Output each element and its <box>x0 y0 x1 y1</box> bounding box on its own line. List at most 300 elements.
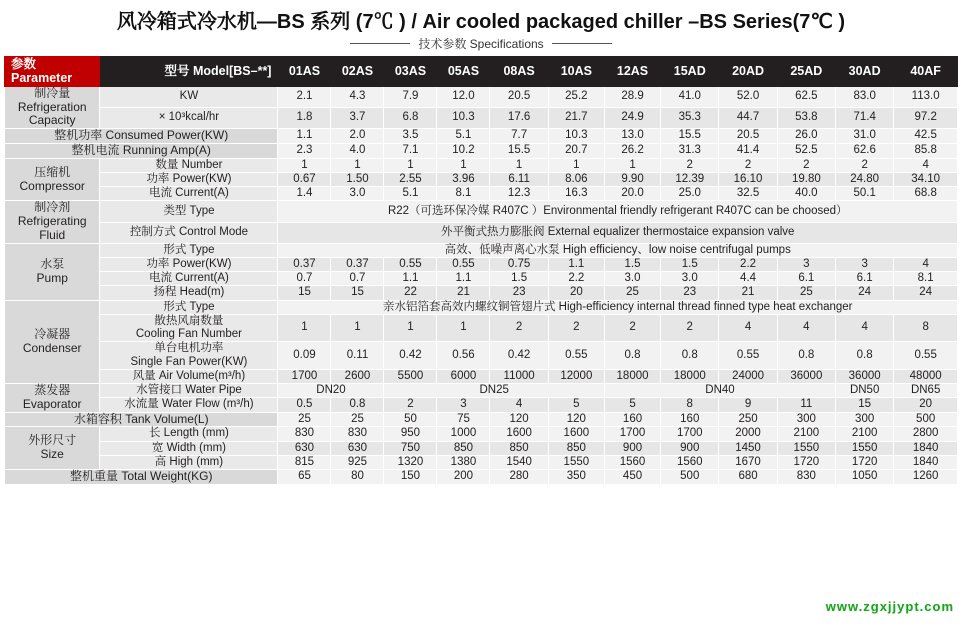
table-row <box>5 172 958 186</box>
row-value: 925 <box>331 455 384 469</box>
row-value: 3.0 <box>661 272 719 286</box>
table-row <box>5 201 958 222</box>
row-value: 10.3 <box>548 129 604 144</box>
row-value: 75 <box>437 412 490 427</box>
row-value: 6.1 <box>777 272 835 286</box>
header-model-08as: 08AS <box>490 57 548 87</box>
row-value: 15 <box>278 286 331 300</box>
row-value: 850 <box>490 441 548 455</box>
row-value: 1540 <box>490 455 548 469</box>
row-value: 19.80 <box>777 172 835 186</box>
row-span-value: 外平衡式热力膨胀阀 External equalizer thermostaice expansion valve <box>278 222 958 243</box>
row-value: 1.5 <box>490 272 548 286</box>
subtitle-text: 技术参数 Specifications <box>418 36 544 51</box>
row-value: 25 <box>331 412 384 427</box>
row-value: 10.2 <box>437 143 490 158</box>
row-value: 2.2 <box>548 272 604 286</box>
row-value: 300 <box>777 412 835 427</box>
row-value: 36000 <box>777 369 835 383</box>
row-value: 50 <box>384 412 437 427</box>
row-value: 0.09 <box>278 342 331 369</box>
row-value: 200 <box>437 470 490 485</box>
row-value: 20.5 <box>490 86 548 107</box>
row-value: 97.2 <box>894 107 958 128</box>
row-value: 3 <box>437 398 490 412</box>
row-value: 24 <box>836 286 894 300</box>
row-value: 68.8 <box>894 187 958 201</box>
row-merged-value: DN65 <box>894 383 958 397</box>
row-value: 15.5 <box>661 129 719 144</box>
row-value: 4.4 <box>719 272 777 286</box>
row-value: 1260 <box>894 470 958 485</box>
table-row <box>5 258 958 272</box>
row-group-label: 冷凝器 Condenser <box>5 300 100 383</box>
row-value: 1.1 <box>548 258 604 272</box>
row-value: 24.9 <box>604 107 660 128</box>
row-value: 2.1 <box>278 86 331 107</box>
row-label: 单台电机功率 Single Fan Power(KW) <box>100 342 278 369</box>
row-value: 20.5 <box>719 129 777 144</box>
row-value: 15.5 <box>490 143 548 158</box>
row-value: 24 <box>894 286 958 300</box>
row-value: 120 <box>490 412 548 427</box>
row-value: 1 <box>278 314 331 341</box>
row-label: 水管接口 Water Pipe <box>100 383 278 397</box>
row-group-label: 蒸发器 Evaporator <box>5 383 100 412</box>
row-value: 20.0 <box>604 187 660 201</box>
row-value: 1700 <box>278 369 331 383</box>
row-value: 26.0 <box>777 129 835 144</box>
row-value: 1600 <box>490 427 548 441</box>
row-value: 950 <box>384 427 437 441</box>
row-value: 12.0 <box>437 86 490 107</box>
row-value: 120 <box>548 412 604 427</box>
row-span-value: 高效、低噪声离心水泵 High efficiency、low noise centrifugal pumps <box>278 243 958 257</box>
row-label: 控制方式 Control Mode <box>100 222 278 243</box>
row-value: 25.2 <box>548 86 604 107</box>
row-value: 15 <box>331 286 384 300</box>
row-value: 2 <box>604 314 660 341</box>
row-value: 1450 <box>719 441 777 455</box>
row-value: 16.3 <box>548 187 604 201</box>
rule-left <box>350 43 410 44</box>
row-group-label: 水箱容积 Tank Volume(L) <box>5 412 278 427</box>
row-value: 450 <box>604 470 660 485</box>
row-value: 0.7 <box>331 272 384 286</box>
row-value: 0.5 <box>278 398 331 412</box>
row-value: 1840 <box>894 441 958 455</box>
row-value: 21 <box>719 286 777 300</box>
table-row <box>5 272 958 286</box>
row-label: 扬程 Head(m) <box>100 286 278 300</box>
row-value: 35.3 <box>661 107 719 128</box>
row-span-value: R22（可选环保冷媒 R407C ）Environmental friendly refrigerant R407C can be choosed） <box>278 201 958 222</box>
row-value: 3.7 <box>331 107 384 128</box>
row-value: 4.3 <box>331 86 384 107</box>
row-value: 1 <box>384 158 437 172</box>
row-value: 62.6 <box>836 143 894 158</box>
row-value: 1320 <box>384 455 437 469</box>
row-value: 4 <box>894 258 958 272</box>
row-value: 1 <box>278 158 331 172</box>
header-model-10as: 10AS <box>548 57 604 87</box>
row-group-label: 制冷量 Refrigeration Capacity <box>5 86 100 128</box>
row-value: 23 <box>490 286 548 300</box>
row-value: 1 <box>384 314 437 341</box>
row-value: 2100 <box>777 427 835 441</box>
row-value: 150 <box>384 470 437 485</box>
row-value: 500 <box>894 412 958 427</box>
row-value: 750 <box>384 441 437 455</box>
row-value: 1000 <box>437 427 490 441</box>
row-value: 815 <box>278 455 331 469</box>
row-value: 1 <box>331 158 384 172</box>
row-label: 形式 Type <box>100 243 278 257</box>
row-merged-value: DN50 <box>836 383 894 397</box>
table-row <box>5 412 958 427</box>
row-value: 50.1 <box>836 187 894 201</box>
row-merged-value: DN25 <box>384 383 604 397</box>
row-label: × 10³kcal/hr <box>100 107 278 128</box>
row-value: 53.8 <box>777 107 835 128</box>
table-header-row <box>5 57 958 87</box>
row-value: 2000 <box>719 427 777 441</box>
row-value: 8 <box>661 398 719 412</box>
row-label: 类型 Type <box>100 201 278 222</box>
row-value: 160 <box>661 412 719 427</box>
row-value: 12000 <box>548 369 604 383</box>
row-value: 12.3 <box>490 187 548 201</box>
row-value: 3 <box>777 258 835 272</box>
row-value: 160 <box>604 412 660 427</box>
row-span-value: 亲水铝箔套高效内螺纹铜管翅片式 High-efficiency internal thread finned type heat exchanger <box>278 300 958 314</box>
row-label: 功率 Power(KW) <box>100 172 278 186</box>
header-model-03as: 03AS <box>384 57 437 87</box>
row-label: KW <box>100 86 278 107</box>
row-value: 26.2 <box>604 143 660 158</box>
header-model-01as: 01AS <box>278 57 331 87</box>
row-value: 1600 <box>548 427 604 441</box>
table-row <box>5 300 958 314</box>
row-value: 1.8 <box>278 107 331 128</box>
row-group-label: 制冷剂 Refrigerating Fluid <box>5 201 100 243</box>
row-value: 2600 <box>331 369 384 383</box>
row-value: 3 <box>836 258 894 272</box>
row-value: 23 <box>661 286 719 300</box>
row-value: 2 <box>548 314 604 341</box>
row-value: 13.0 <box>604 129 660 144</box>
row-value: 500 <box>661 470 719 485</box>
row-value: 28.9 <box>604 86 660 107</box>
row-value: 65 <box>278 470 331 485</box>
row-value: 4 <box>719 314 777 341</box>
row-value: 2 <box>836 158 894 172</box>
row-value: 40.0 <box>777 187 835 201</box>
row-value: 8 <box>894 314 958 341</box>
row-group-label: 整机电流 Running Amp(A) <box>5 143 278 158</box>
row-label: 散热风扇数量 Cooling Fan Number <box>100 314 278 341</box>
row-value: 2 <box>384 398 437 412</box>
row-value: 1700 <box>604 427 660 441</box>
row-label: 长 Length (mm) <box>100 427 278 441</box>
row-value: 1720 <box>836 455 894 469</box>
row-group-label: 外形尺寸 Size <box>5 427 100 470</box>
rule-right <box>552 43 612 44</box>
row-value: 900 <box>604 441 660 455</box>
table-row <box>5 369 958 383</box>
table-row <box>5 470 958 485</box>
row-value: 2 <box>777 158 835 172</box>
row-value: 5500 <box>384 369 437 383</box>
row-label: 风量 Air Volume(m³/h) <box>100 369 278 383</box>
row-value: 12.39 <box>661 172 719 186</box>
table-row <box>5 143 958 158</box>
row-value: 830 <box>777 470 835 485</box>
row-value: 0.56 <box>437 342 490 369</box>
row-value: 52.5 <box>777 143 835 158</box>
table-row <box>5 222 958 243</box>
row-value: 7.9 <box>384 86 437 107</box>
row-label: 电流 Current(A) <box>100 272 278 286</box>
specifications-table <box>4 56 958 485</box>
row-value: 16.10 <box>719 172 777 186</box>
page-title: 风冷箱式冷水机—BS 系列 (7℃ ) / Air cooled packaged chiller –BS Series(7℃ ) <box>116 10 846 33</box>
row-value: 52.0 <box>719 86 777 107</box>
row-value: 2100 <box>836 427 894 441</box>
row-value: 36000 <box>836 369 894 383</box>
row-value: 0.11 <box>331 342 384 369</box>
row-label: 宽 Width (mm) <box>100 441 278 455</box>
row-label: 功率 Power(KW) <box>100 258 278 272</box>
row-value: 41.4 <box>719 143 777 158</box>
row-value: 1050 <box>836 470 894 485</box>
table-row <box>5 427 958 441</box>
row-value: 0.8 <box>777 342 835 369</box>
row-value: 6.1 <box>836 272 894 286</box>
header-model-25ad: 25AD <box>777 57 835 87</box>
row-value: 8.1 <box>894 272 958 286</box>
row-group-label: 压缩机 Compressor <box>5 158 100 201</box>
row-value: 680 <box>719 470 777 485</box>
row-value: 630 <box>331 441 384 455</box>
row-value: 20 <box>548 286 604 300</box>
row-value: 1560 <box>604 455 660 469</box>
table-row <box>5 314 958 341</box>
row-value: 4 <box>777 314 835 341</box>
row-value: 1840 <box>894 455 958 469</box>
row-merged-value: DN40 <box>604 383 835 397</box>
row-value: 250 <box>719 412 777 427</box>
row-value: 34.10 <box>894 172 958 186</box>
row-value: 0.55 <box>384 258 437 272</box>
row-value: 0.42 <box>490 342 548 369</box>
table-row <box>5 187 958 201</box>
row-label: 水流量 Water Flow (m³/h) <box>100 398 278 412</box>
row-value: 31.3 <box>661 143 719 158</box>
row-value: 0.55 <box>548 342 604 369</box>
row-value: 1.4 <box>278 187 331 201</box>
row-group-label: 整机重量 Total Weight(KG) <box>5 470 278 485</box>
row-value: 5.1 <box>437 129 490 144</box>
row-value: 1 <box>490 158 548 172</box>
row-value: 830 <box>278 427 331 441</box>
row-value: 0.55 <box>437 258 490 272</box>
table-row <box>5 398 958 412</box>
row-value: 850 <box>437 441 490 455</box>
row-value: 44.7 <box>719 107 777 128</box>
row-value: 0.37 <box>331 258 384 272</box>
row-value: 18000 <box>661 369 719 383</box>
row-value: 1550 <box>836 441 894 455</box>
row-value: 0.8 <box>604 342 660 369</box>
row-value: 1670 <box>719 455 777 469</box>
row-value: 4.0 <box>331 143 384 158</box>
row-value: 0.67 <box>278 172 331 186</box>
row-value: 1 <box>548 158 604 172</box>
row-value: 2.55 <box>384 172 437 186</box>
row-value: 1.1 <box>278 129 331 144</box>
row-value: 7.1 <box>384 143 437 158</box>
row-value: 0.7 <box>278 272 331 286</box>
row-value: 2.0 <box>331 129 384 144</box>
row-value: 0.8 <box>836 342 894 369</box>
row-value: 7.7 <box>490 129 548 144</box>
row-value: 25 <box>278 412 331 427</box>
header-model: 型号 Model[BS–**] <box>100 57 278 87</box>
row-value: 11 <box>777 398 835 412</box>
row-value: 2 <box>490 314 548 341</box>
row-value: 8.06 <box>548 172 604 186</box>
row-value: 900 <box>661 441 719 455</box>
table-row <box>5 243 958 257</box>
table-row <box>5 383 958 397</box>
row-value: 0.42 <box>384 342 437 369</box>
row-value: 11000 <box>490 369 548 383</box>
row-value: 630 <box>278 441 331 455</box>
page-subtitle <box>0 34 962 52</box>
row-value: 6000 <box>437 369 490 383</box>
row-value: 32.5 <box>719 187 777 201</box>
row-value: 280 <box>490 470 548 485</box>
row-value: 24000 <box>719 369 777 383</box>
row-value: 1550 <box>548 455 604 469</box>
row-value: 1380 <box>437 455 490 469</box>
row-merged-value: DN20 <box>278 383 384 397</box>
row-value: 3.96 <box>437 172 490 186</box>
row-value: 5 <box>548 398 604 412</box>
row-value: 2.2 <box>719 258 777 272</box>
header-model-02as: 02AS <box>331 57 384 87</box>
row-value: 25 <box>777 286 835 300</box>
table-row <box>5 455 958 469</box>
row-value: 48000 <box>894 369 958 383</box>
row-value: 2 <box>661 158 719 172</box>
header-model-05as: 05AS <box>437 57 490 87</box>
row-value: 21 <box>437 286 490 300</box>
row-value: 10.3 <box>437 107 490 128</box>
row-value: 113.0 <box>894 86 958 107</box>
header-model-30ad: 30AD <box>836 57 894 87</box>
row-value: 20 <box>894 398 958 412</box>
row-value: 9.90 <box>604 172 660 186</box>
row-value: 83.0 <box>836 86 894 107</box>
row-value: 830 <box>331 427 384 441</box>
table-row <box>5 129 958 144</box>
row-group-label: 水泵 Pump <box>5 243 100 300</box>
row-value: 4 <box>894 158 958 172</box>
row-value: 85.8 <box>894 143 958 158</box>
row-value: 3.0 <box>331 187 384 201</box>
row-value: 21.7 <box>548 107 604 128</box>
row-value: 5.1 <box>384 187 437 201</box>
header-model-15ad: 15AD <box>661 57 719 87</box>
row-value: 5 <box>604 398 660 412</box>
header-parameter: 参数 Parameter <box>5 57 100 87</box>
row-value: 850 <box>548 441 604 455</box>
row-value: 18000 <box>604 369 660 383</box>
row-value: 1560 <box>661 455 719 469</box>
row-value: 71.4 <box>836 107 894 128</box>
row-label: 数量 Number <box>100 158 278 172</box>
row-value: 1.5 <box>661 258 719 272</box>
header-model-40af: 40AF <box>894 57 958 87</box>
row-value: 0.55 <box>894 342 958 369</box>
row-value: 2.3 <box>278 143 331 158</box>
table-row <box>5 342 958 369</box>
table-body <box>5 57 958 485</box>
table-row <box>5 158 958 172</box>
row-value: 25.0 <box>661 187 719 201</box>
row-value: 0.8 <box>661 342 719 369</box>
row-value: 31.0 <box>836 129 894 144</box>
row-value: 25 <box>604 286 660 300</box>
row-value: 350 <box>548 470 604 485</box>
row-value: 1.5 <box>604 258 660 272</box>
header-model-20ad: 20AD <box>719 57 777 87</box>
row-value: 1.50 <box>331 172 384 186</box>
row-value: 80 <box>331 470 384 485</box>
header-model-12as: 12AS <box>604 57 660 87</box>
row-value: 15 <box>836 398 894 412</box>
row-value: 62.5 <box>777 86 835 107</box>
table-row <box>5 86 958 107</box>
row-value: 22 <box>384 286 437 300</box>
row-value: 0.55 <box>719 342 777 369</box>
row-value: 1 <box>331 314 384 341</box>
row-value: 3.0 <box>604 272 660 286</box>
table-row <box>5 286 958 300</box>
row-value: 1.1 <box>437 272 490 286</box>
row-value: 0.37 <box>278 258 331 272</box>
row-value: 1.1 <box>384 272 437 286</box>
row-label: 高 High (mm) <box>100 455 278 469</box>
row-value: 20.7 <box>548 143 604 158</box>
row-value: 2 <box>719 158 777 172</box>
row-value: 3.5 <box>384 129 437 144</box>
row-value: 8.1 <box>437 187 490 201</box>
row-value: 1 <box>604 158 660 172</box>
row-value: 24.80 <box>836 172 894 186</box>
table-row <box>5 441 958 455</box>
row-value: 9 <box>719 398 777 412</box>
row-value: 2 <box>661 314 719 341</box>
row-group-label: 整机功率 Consumed Power(KW) <box>5 129 278 144</box>
row-value: 42.5 <box>894 129 958 144</box>
row-value: 1 <box>437 158 490 172</box>
watermark: www.zgxjjypt.com <box>825 599 954 614</box>
row-label: 形式 Type <box>100 300 278 314</box>
row-value: 2800 <box>894 427 958 441</box>
